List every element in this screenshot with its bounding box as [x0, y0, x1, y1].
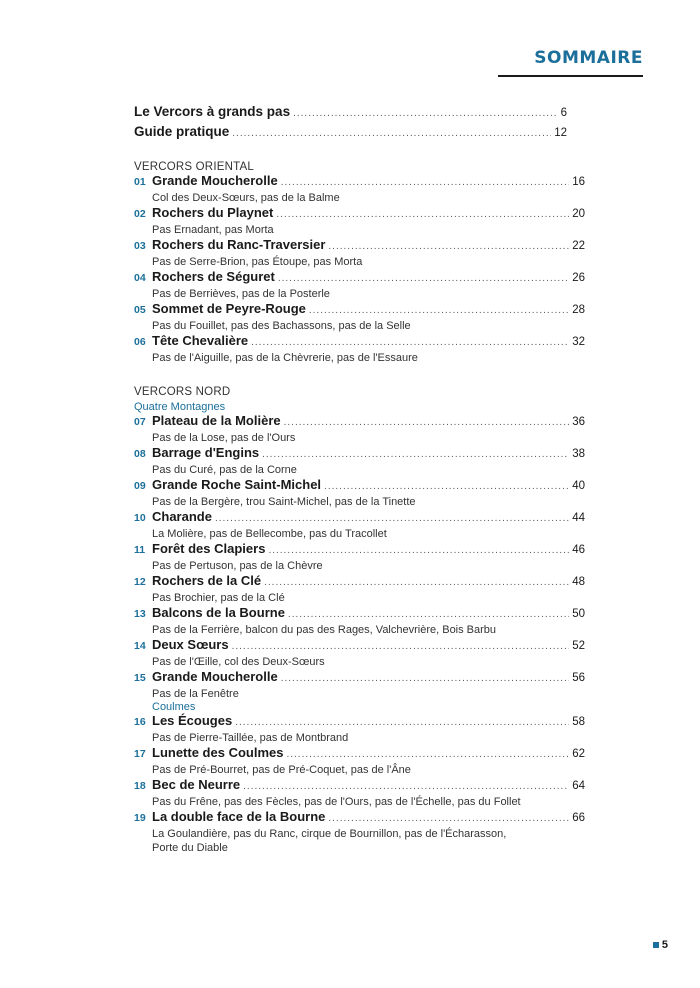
toc-entry-page: 38 [572, 448, 585, 460]
toc-top-entry[interactable] [134, 124, 567, 144]
toc-entry-subtitle: Pas du Frêne, pas des Fècles, pas de l'Ours, pas de l'Échelle, pas du Follet [152, 796, 521, 808]
toc-entry[interactable] [134, 269, 585, 301]
toc-entry-subtitle: Pas de Pertuson, pas de la Chèvre [152, 560, 323, 572]
toc-entry[interactable] [134, 237, 585, 269]
folio-square-icon [653, 942, 659, 948]
entry-number: 13 [134, 608, 146, 620]
toc-entry-title: Bec de Neurre [152, 777, 241, 792]
toc-entry[interactable] [134, 777, 585, 809]
toc-entry[interactable] [134, 477, 585, 509]
toc-entry-title: Guide pratique [134, 124, 230, 139]
dot-leader [232, 641, 570, 652]
toc-entry-subtitle: Pas Ernadant, pas Morta [152, 224, 274, 236]
dot-leader [288, 609, 569, 620]
toc-entry[interactable] [134, 605, 585, 637]
toc-entry-subtitle: Pas du Curé, pas de la Corne [152, 464, 297, 476]
toc-entry[interactable] [134, 637, 585, 669]
page-header [498, 47, 643, 77]
toc-entry-title: Le Vercors à grands pas [134, 104, 291, 119]
dot-leader [276, 209, 569, 220]
toc-entry-subtitle: Pas de Pierre-Taillée, pas de Montbrand [152, 732, 349, 744]
dot-leader [309, 305, 569, 316]
toc-entry-subtitle: Pas de Berrièves, pas de la Posterle [152, 288, 330, 300]
toc-entry-page: 36 [572, 416, 585, 428]
toc-entry-title: Lunette des Coulmes [152, 745, 284, 760]
toc-entry[interactable] [134, 669, 585, 701]
toc-entry-page: 20 [572, 208, 585, 220]
section-title: VERCORS NORD [134, 386, 231, 398]
toc-entry-subtitle: Pas Brochier, pas de la Clé [152, 592, 285, 604]
toc-entry-page: 6 [560, 107, 567, 119]
dot-leader [243, 781, 569, 792]
dot-leader [324, 481, 569, 492]
toc-entry[interactable] [134, 509, 585, 541]
toc-entry-page: 46 [572, 544, 585, 556]
table-of-contents [134, 104, 585, 855]
entry-number: 12 [134, 576, 146, 588]
entry-number: 17 [134, 748, 146, 760]
toc-entry[interactable] [134, 333, 585, 365]
toc-entry[interactable] [134, 413, 585, 445]
page-folio [653, 939, 668, 951]
toc-entry[interactable] [134, 573, 585, 605]
entry-number: 03 [134, 240, 146, 252]
toc-entry-page: 50 [572, 608, 585, 620]
toc-entry-title: Grande Roche Saint-Michel [152, 477, 322, 492]
toc-entry-page: 62 [572, 748, 585, 760]
toc-entry-page: 56 [572, 672, 585, 684]
toc-entry[interactable] [134, 173, 585, 205]
dot-leader [278, 273, 569, 284]
entry-number: 06 [134, 336, 146, 348]
toc-top-entry[interactable] [134, 104, 567, 124]
dot-leader [232, 128, 551, 139]
toc-entry-title: Sommet de Peyre-Rouge [152, 301, 306, 316]
toc-entry[interactable] [134, 445, 585, 477]
dot-leader [251, 337, 569, 348]
toc-entry-title: Barrage d'Engins [152, 445, 260, 460]
toc-entry-page: 48 [572, 576, 585, 588]
toc-entry-title: Rochers du Ranc-Traversier [152, 237, 326, 252]
toc-entry-page: 28 [572, 304, 585, 316]
entry-number: 05 [134, 304, 146, 316]
dot-leader [264, 577, 569, 588]
toc-entry-page: 16 [572, 176, 585, 188]
toc-entry-subtitle: Pas de la Fenêtre [152, 688, 239, 700]
toc-entry[interactable] [134, 301, 585, 333]
toc-entry[interactable] [134, 541, 585, 573]
toc-entry-page: 66 [572, 812, 585, 824]
toc-entry-page: 64 [572, 780, 585, 792]
toc-entry-page: 26 [572, 272, 585, 284]
toc-entry-page: 22 [572, 240, 585, 252]
dot-leader [262, 449, 569, 460]
toc-entry-title: Balcons de la Bourne [152, 605, 285, 620]
section-title: VERCORS ORIENTAL [134, 161, 254, 173]
dot-leader [281, 673, 570, 684]
toc-entry-title: Grande Moucherolle [152, 173, 278, 188]
toc-entry-title: Grande Moucherolle [152, 669, 278, 684]
dot-leader [235, 717, 569, 728]
dot-leader [286, 749, 569, 760]
page-title: SOMMAIRE [534, 48, 643, 68]
entry-number: 07 [134, 416, 146, 428]
subsection-title: Quatre Montagnes [134, 401, 226, 413]
toc-entry-subtitle: Pas de l'Œille, col des Deux-Sœurs [152, 656, 325, 668]
toc-entry-title: Charande [152, 509, 212, 524]
toc-entry-page: 40 [572, 480, 585, 492]
toc-entry-title: Deux Sœurs [152, 637, 229, 652]
entry-number: 01 [134, 176, 146, 188]
entry-number: 10 [134, 512, 146, 524]
toc-entry-title: Rochers du Playnet [152, 205, 274, 220]
toc-entry-subtitle-continued: Porte du Diable [152, 842, 228, 854]
toc-entry-subtitle: Pas du Fouillet, pas des Bachassons, pas de la Selle [152, 320, 411, 332]
entry-number: 19 [134, 812, 146, 824]
toc-entry-subtitle: Col des Deux-Sœurs, pas de la Balme [152, 192, 340, 204]
entry-number: 09 [134, 480, 146, 492]
dot-leader [268, 545, 569, 556]
dot-leader [328, 241, 569, 252]
toc-entry-page: 58 [572, 716, 585, 728]
toc-entry-page: 52 [572, 640, 585, 652]
dot-leader [284, 417, 570, 428]
toc-entry[interactable] [134, 205, 585, 237]
page-number: 5 [661, 939, 668, 951]
toc-entry-title: Les Écouges [152, 713, 233, 728]
toc-entry-title: La double face de la Bourne [152, 809, 326, 824]
entry-number: 14 [134, 640, 146, 652]
entry-number: 04 [134, 272, 146, 284]
toc-entry[interactable] [134, 809, 585, 855]
dot-leader [281, 177, 570, 188]
entry-number: 02 [134, 208, 146, 220]
toc-entry-subtitle: Pas de Pré-Bourret, pas de Pré-Coquet, pas de l'Âne [152, 764, 411, 776]
toc-entry-subtitle: Pas de l'Aiguille, pas de la Chèvrerie, pas de l'Essaure [152, 352, 418, 364]
toc-entry-subtitle: La Molière, pas de Bellecombe, pas du Tracollet [152, 528, 387, 540]
dot-leader [215, 513, 569, 524]
toc-entry-title: Tête Chevalière [152, 333, 249, 348]
toc-entry-page: 32 [572, 336, 585, 348]
toc-entry-title: Plateau de la Molière [152, 413, 281, 428]
subsection-title: Coulmes [152, 701, 196, 713]
toc-entry[interactable] [134, 713, 585, 745]
header-rule [498, 75, 643, 77]
dot-leader [328, 813, 569, 824]
dot-leader [293, 108, 558, 119]
entry-number: 16 [134, 716, 146, 728]
toc-entry-subtitle: Pas de Serre-Brion, pas Étoupe, pas Morta [152, 256, 363, 268]
toc-entry-page: 12 [554, 127, 567, 139]
toc-entry-title: Rochers de la Clé [152, 573, 262, 588]
entry-number: 11 [134, 544, 146, 556]
toc-entry-title: Forêt des Clapiers [152, 541, 266, 556]
toc-entry-subtitle: Pas de la Bergère, trou Saint-Michel, pas de la Tinette [152, 496, 416, 508]
toc-entry-title: Rochers de Séguret [152, 269, 275, 284]
toc-entry-subtitle: Pas de la Lose, pas de l'Ours [152, 432, 296, 444]
toc-entry-page: 44 [572, 512, 585, 524]
entry-number: 15 [134, 672, 146, 684]
toc-entry-subtitle: Pas de la Ferrière, balcon du pas des Rages, Valchevrière, Bois Barbu [152, 624, 497, 636]
entry-number: 18 [134, 780, 146, 792]
entry-number: 08 [134, 448, 146, 460]
toc-entry[interactable] [134, 745, 585, 777]
toc-entry-subtitle: La Goulandière, pas du Ranc, cirque de Bournillon, pas de l'Écharasson, [152, 828, 507, 840]
